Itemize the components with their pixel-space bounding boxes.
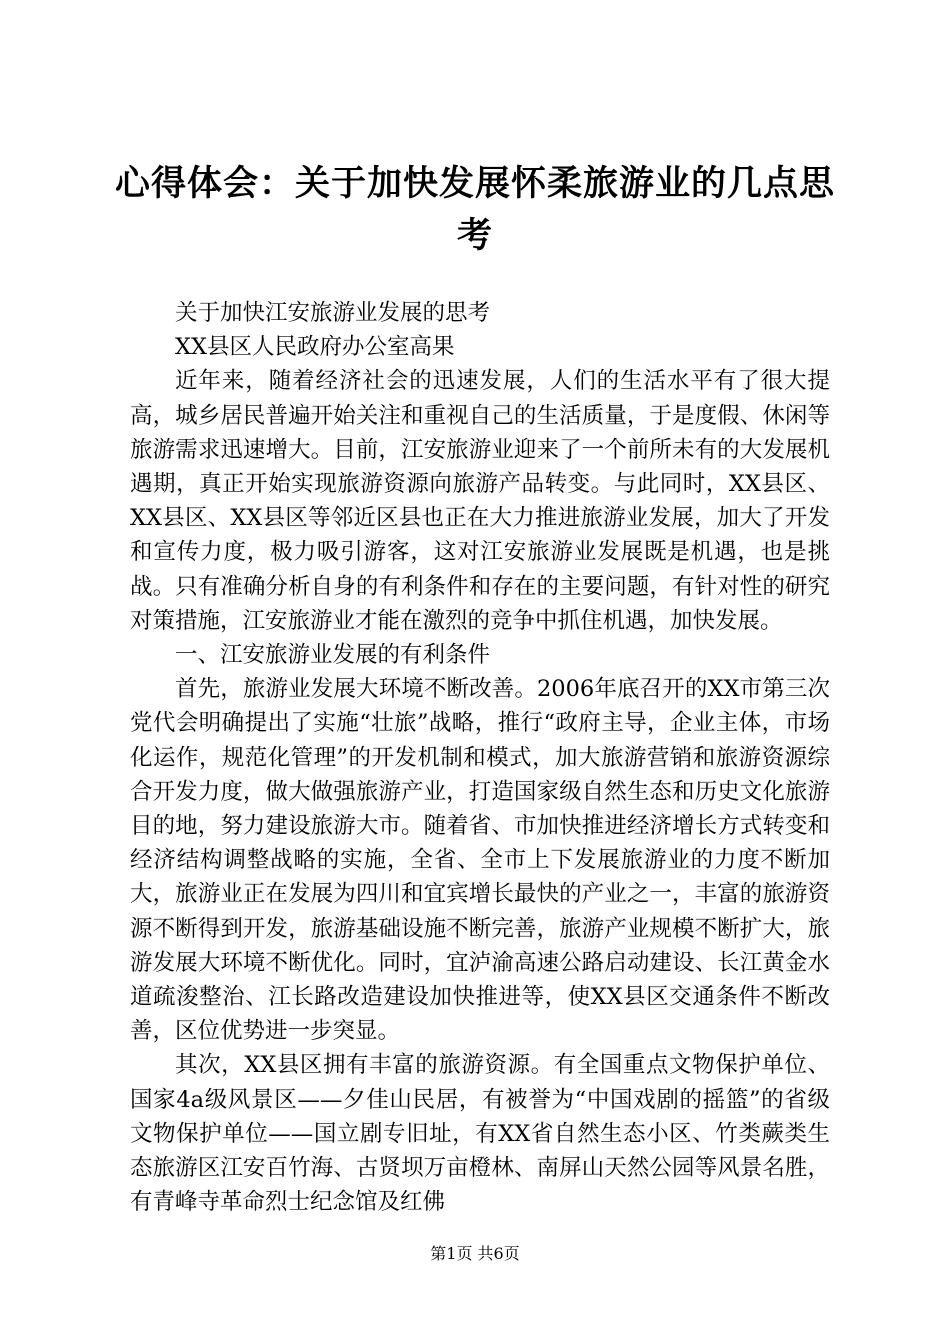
paragraph-author: XX县区人民政府办公室高果 <box>175 334 455 361</box>
paragraph-subtitle: 关于加快江安旅游业发展的思考 <box>175 300 491 326</box>
document-body <box>130 296 830 1219</box>
document-title: 心得体会：关于加快发展怀柔旅游业的几点思考 <box>114 163 835 256</box>
paragraph-second: 其次，XX县区拥有丰富的旅游资源。有全国重点文物保护单位、国家4a级风景区——夕佳山民居，有被誉为“中国戏剧的摇篮”的省级文物保护单位——国立剧专旧址，有XX省自然生态小区、竹类蕨类生态旅游区江安百竹海、古贤坝万亩橙林、南屏山天然公园等风景名胜，有青峰寺革命烈士纪念馆及红佛 <box>130 1052 830 1216</box>
paragraph-first: 首先，旅游业发展大环境不断改善。2006年底召开的XX市第三次党代会明确提出了实施“壮旅”战略，推行“政府主导，企业主体，市场化运作，规范化管理”的开发机制和模式，加大旅游营销和旅游资源综合开发力度，做大做强旅游产业，打造国家级自然生态和历史文化旅游目的地，努力建设旅游大市。随着省、市加快推进经济增长方式转变和经济结构调整战略的实施，全省、全市上下发展旅游业的力度不断加大，旅游业正在发展为四川和宜宾增长最快的产业之一，丰富的旅游资源不断得到开发，旅游基础设施不断完善，旅游产业规模不断扩大，旅游发展大环境不断优化。同时，宜泸渝高速公路启动建设、长江黄金水道疏浚整治、江长路改造建设加快推进等，使XX县区交通条件不断改善，区位优势进一步突显。 <box>130 676 830 1045</box>
page-number-footer: 第1页 共6页 <box>430 1244 520 1263</box>
section-heading: 一、江安旅游业发展的有利条件 <box>175 642 491 669</box>
paragraph-intro: 近年来，随着经济社会的迅速发展，人们的生活水平有了很大提高，城乡居民普遍开始关注和重视自己的生活质量，于是度假、休闲等旅游需求迅速增大。目前，江安旅游业迎来了一个前所未有的大发展机遇期，真正开始实现旅游资源向旅游产品转变。与此同时，XX县区、XX县区、XX县区等邻近区县也正在大力推进旅游业发展，加大了开发和宣传力度，极力吸引游客，这对江安旅游业发展既是机遇，也是挑战。只有准确分析自身的有利条件和存在的主要问题，有针对性的研究对策措施，江安旅游业才能在激烈的竞争中抓住机遇，加快发展。 <box>130 368 830 634</box>
